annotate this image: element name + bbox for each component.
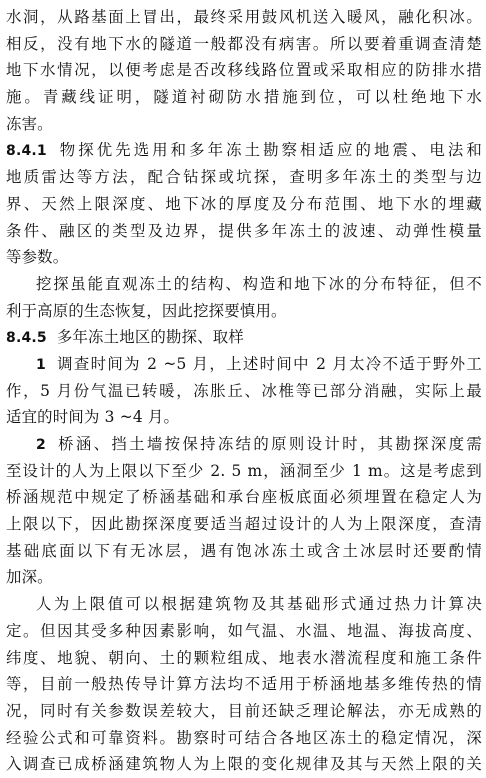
section-number: 8.4.5	[6, 330, 47, 347]
text-line: 加深。	[6, 568, 53, 587]
section-8-4-1	[6, 137, 482, 270]
text-line: 条件、融区的类型及边界，提供多年冻土的波速、动弹性模量	[6, 221, 482, 240]
list-item-2	[6, 431, 482, 591]
text-line: 界、天然上限深度、地下冰的厚度及分布范围、地下水的埋藏	[6, 194, 482, 213]
text-span: 物探优先选用和多年冻土勘察相适应的地震、电法和	[56, 141, 482, 160]
text-line: 纬度、地貌、朝向、土的颗粒组成、地表水潜流程度和施工条件	[6, 648, 482, 667]
text-line: 适宜的时间为 3 ~4 月。	[6, 408, 180, 427]
text-line: 利于高原的生态恢复，因此挖探要慎用。	[6, 301, 287, 320]
text-line: 挖探虽能直观冻土的结构、构造和地下冰的分布特征，但不	[36, 274, 482, 293]
paragraph-artificial-limit	[6, 591, 482, 778]
text-line: 等参数。	[6, 248, 69, 267]
text-span: 桥涵、挡土墙按保持冻结的原则设计时，其勘探深度需	[55, 435, 482, 453]
text-line: 况，同时有关参数误差较大，目前还缺乏理论解法，亦无成熟的	[6, 701, 482, 720]
item-number: 2	[36, 437, 46, 453]
text-line: 冻害。	[6, 114, 53, 133]
text-line: 至设计的人为上限以下至少 2. 5 m，涵洞至少 1 m。这是考虑到	[6, 461, 482, 480]
text-line: 定。但因其受多种因素影响，如气温、水温、地温、海拔高度、	[6, 621, 482, 640]
item-number: 1	[36, 356, 46, 373]
text-line: 上限以下，因此勘探深度要适当超过设计的人为上限深度，查清	[6, 515, 482, 534]
text-line: 等，目前一般热传导计算方法均不适用于桥涵地基多维传热的情	[6, 675, 482, 694]
text-line: 水洞，从路基面上冒出，最终采用鼓风机送入暖风，融化积冰。	[6, 8, 482, 26]
text-line: 作，5 月份气温已转暖，冻胀丘、冰椎等已部分消融，实际上最	[6, 381, 482, 400]
text-line: 入调查已成桥涵建筑物人为上限的变化规律及其与天然上限的关	[6, 755, 482, 774]
text-line: 基础底面以下有无冰层，遇有饱冰冻土或含土冰层时还要酌情	[6, 541, 482, 560]
text-line: 地下水情况，以便考虑是否改移线路位置或采取相应的防排水措	[6, 61, 482, 80]
item-first-line	[6, 431, 482, 458]
text-line: 经验公式和可靠资料。勘察时可结合各地区冻土的稳定情况，深	[6, 728, 482, 747]
text-line: 地质雷达等方法，配合钻探或坑探，查明多年冻土的类型与边	[6, 168, 482, 187]
list-item-1	[6, 351, 482, 431]
text-line: 施。青藏线证明，隧道衬砌防水措施到位，可以杜绝地下水	[6, 88, 482, 107]
text-line: 相反，没有地下水的隧道一般都没有病害。所以要着重调查清楚	[6, 34, 482, 53]
text-line: 人为上限值可以根据建筑物及其基础形式通过热力计算决	[36, 595, 482, 614]
text-span: 调查时间为 2 ~5 月，上述时间中 2 月太冷不适于野外工	[55, 354, 482, 373]
section-number: 8.4.1	[6, 143, 47, 160]
section-8-4-5-heading	[6, 324, 482, 351]
section-first-line	[6, 137, 482, 164]
item-first-line	[6, 351, 482, 378]
paragraph-intro	[6, 4, 482, 137]
text-line: 桥涵规范中规定了桥涵基础和承台座板底面必须埋置在稳定人为	[6, 488, 482, 507]
section-title: 多年冻土地区的勘探、取样	[56, 328, 244, 347]
paragraph-excavation	[6, 271, 482, 324]
